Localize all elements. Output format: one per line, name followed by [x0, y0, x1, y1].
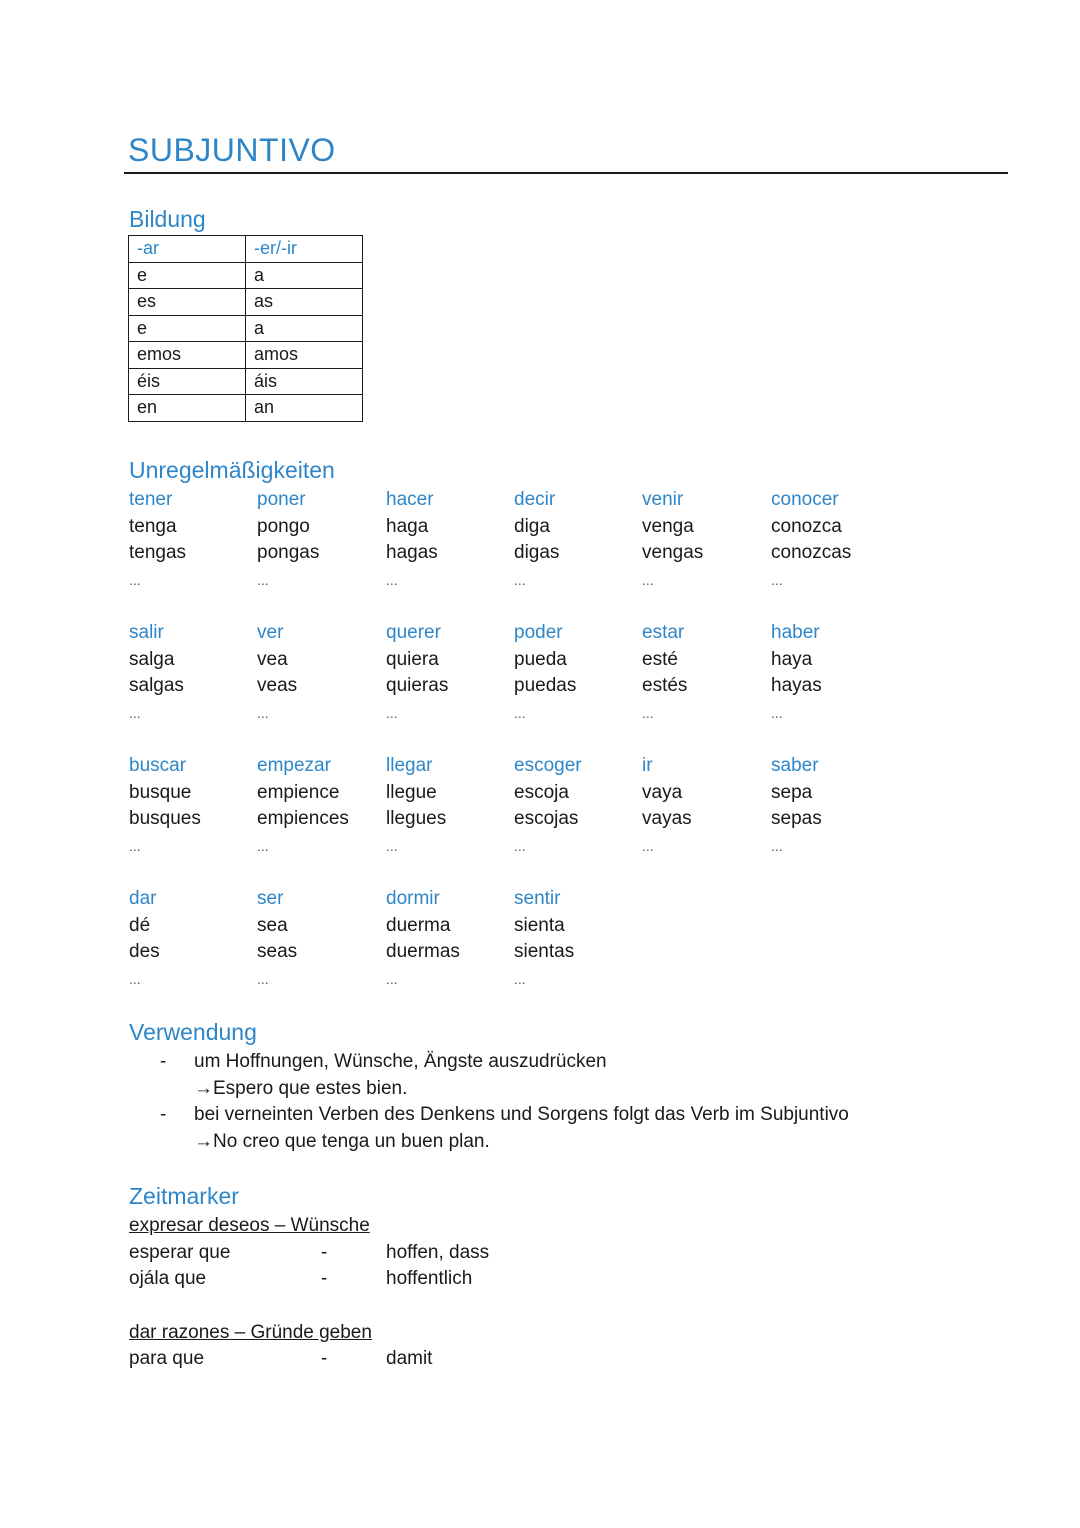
- verb-form-1: llegue: [386, 781, 437, 803]
- list-item-text: um Hoffnungen, Wünsche, Ängste auszudrücken: [194, 1051, 607, 1072]
- verb-group-conocer: [771, 487, 896, 593]
- verb-group-venir: [642, 487, 767, 593]
- verb-group-ir: [642, 753, 767, 859]
- bildung-table: [128, 235, 363, 422]
- verb-form-2: digas: [514, 542, 560, 563]
- verb-form-2: seas: [257, 941, 298, 962]
- ellipsis: ...: [257, 837, 269, 854]
- verb-form-2: busques: [129, 808, 201, 829]
- table-cell: a: [246, 262, 363, 289]
- ellipsis: ...: [257, 704, 269, 721]
- table-cell: e: [129, 315, 246, 342]
- table-row: [129, 342, 363, 369]
- verb-form-1: dé: [129, 914, 151, 936]
- verb-infinitive: saber: [771, 755, 819, 776]
- ellipsis: ...: [771, 571, 783, 588]
- verb-infinitive: buscar: [129, 755, 187, 776]
- verb-group-sentir: [514, 886, 639, 992]
- verb-infinitive: dar: [129, 888, 157, 909]
- table-cell: emos: [129, 342, 246, 369]
- verb-form-1: venga: [642, 515, 694, 537]
- verb-infinitive: ver: [257, 622, 284, 643]
- verb-infinitive: salir: [129, 622, 164, 643]
- verwendung-list: [160, 1049, 849, 1155]
- verb-form-1: pongo: [257, 515, 310, 537]
- verb-group-dar: [129, 886, 254, 992]
- verb-infinitive: dormir: [386, 888, 440, 909]
- table-row: [129, 368, 363, 395]
- verb-group-hacer: [386, 487, 511, 593]
- section-heading-unregelmaessigkeiten: Unregelmäßigkeiten: [129, 457, 335, 483]
- ellipsis: ...: [129, 837, 141, 854]
- list-item-text: bei verneinten Verben des Denkens und Sorgens folgt das Verb im Subjuntivo: [194, 1104, 849, 1125]
- table-header-row: [129, 236, 363, 263]
- verb-infinitive: conocer: [771, 489, 839, 510]
- verb-form-2: empiences: [257, 808, 349, 829]
- list-item-example: →Espero que estes bien.: [194, 1077, 408, 1099]
- verb-form-1: duerma: [386, 914, 451, 936]
- table-cell: as: [246, 289, 363, 316]
- verb-form-2: hagas: [386, 542, 438, 563]
- verb-form-2: escojas: [514, 808, 579, 829]
- verb-form-2: conozcas: [771, 542, 852, 563]
- verb-form-1: vaya: [642, 781, 683, 803]
- verb-group-haber: [771, 620, 896, 726]
- ellipsis: ...: [642, 704, 654, 721]
- verb-form-1: diga: [514, 515, 550, 537]
- german-translation: damit: [386, 1348, 433, 1369]
- table-cell: es: [129, 289, 246, 316]
- list-item-example: →No creo que tenga un buen plan.: [194, 1130, 490, 1152]
- ellipsis: ...: [257, 970, 269, 987]
- ellipsis: ...: [386, 704, 398, 721]
- table-row: [129, 289, 363, 316]
- verb-group-salir: [129, 620, 254, 726]
- verb-form-2: sepas: [771, 808, 822, 829]
- ellipsis: ...: [514, 704, 526, 721]
- ellipsis: ...: [386, 970, 398, 987]
- verb-form-2: des: [129, 941, 160, 962]
- verb-form-1: escoja: [514, 781, 569, 803]
- verb-infinitive: tener: [129, 489, 173, 510]
- title-underline: [124, 172, 1008, 174]
- ellipsis: ...: [771, 704, 783, 721]
- verb-group-ser: [257, 886, 382, 992]
- verb-form-2: puedas: [514, 675, 577, 696]
- verb-form-1: busque: [129, 781, 192, 803]
- verb-form-1: quiera: [386, 648, 439, 670]
- german-translation: hoffentlich: [386, 1268, 473, 1289]
- verb-form-2: vayas: [642, 808, 692, 829]
- verb-form-2: duermas: [386, 941, 460, 962]
- section-heading-zeitmarker: Zeitmarker: [129, 1183, 239, 1209]
- verb-form-2: tengas: [129, 542, 187, 563]
- table-cell: en: [129, 395, 246, 422]
- table-row: [129, 315, 363, 342]
- table-cell: áis: [246, 368, 363, 395]
- ellipsis: ...: [514, 970, 526, 987]
- verb-form-1: vea: [257, 648, 288, 670]
- verb-form-2: quieras: [386, 675, 449, 696]
- ellipsis: ...: [129, 571, 141, 588]
- section-heading-verwendung: Verwendung: [129, 1019, 257, 1045]
- page-title: SUBJUNTIVO: [128, 132, 336, 168]
- verb-form-1: esté: [642, 648, 678, 670]
- verb-infinitive: hacer: [386, 489, 434, 510]
- verb-form-1: salga: [129, 648, 175, 670]
- ellipsis: ...: [129, 970, 141, 987]
- verb-form-2: salgas: [129, 675, 184, 696]
- verb-infinitive: querer: [386, 622, 441, 643]
- verb-infinitive: estar: [642, 622, 685, 643]
- table-cell: e: [129, 262, 246, 289]
- subheading-gruende: dar razones – Gründe geben: [129, 1322, 372, 1343]
- verb-infinitive: ir: [642, 755, 653, 776]
- verb-infinitive: escoger: [514, 755, 582, 776]
- verb-form-2: hayas: [771, 675, 822, 696]
- verb-group-poder: [514, 620, 639, 726]
- verb-group-escoger: [514, 753, 639, 859]
- verb-group-llegar: [386, 753, 511, 859]
- verb-form-2: estés: [642, 675, 688, 696]
- verb-infinitive: decir: [514, 489, 556, 510]
- verb-form-1: haya: [771, 648, 813, 670]
- ellipsis: ...: [386, 571, 398, 588]
- verb-group-decir: [514, 487, 639, 593]
- table-cell: éis: [129, 368, 246, 395]
- verb-infinitive: poner: [257, 489, 306, 510]
- verb-group-buscar: [129, 753, 254, 859]
- ellipsis: ...: [514, 837, 526, 854]
- verb-group-empezar: [257, 753, 382, 859]
- verb-group-ver: [257, 620, 382, 726]
- verb-form-2: sientas: [514, 941, 575, 962]
- ellipsis: ...: [257, 571, 269, 588]
- ellipsis: ...: [771, 837, 783, 854]
- table-cell: a: [246, 315, 363, 342]
- german-translation: hoffen, dass: [386, 1242, 490, 1263]
- list-item: [160, 1102, 849, 1155]
- separator-dash: -: [321, 1268, 328, 1289]
- verb-form-1: haga: [386, 515, 429, 537]
- verb-form-1: pueda: [514, 648, 567, 670]
- list-item: [160, 1049, 849, 1102]
- ellipsis: ...: [129, 704, 141, 721]
- verb-form-1: sea: [257, 914, 288, 936]
- section-heading-bildung: Bildung: [129, 206, 206, 232]
- verb-group-querer: [386, 620, 511, 726]
- column-header-ar: -ar: [129, 236, 246, 263]
- verb-group-tener: [129, 487, 254, 593]
- verb-form-1: conozca: [771, 515, 842, 537]
- ellipsis: ...: [514, 571, 526, 588]
- verb-infinitive: poder: [514, 622, 563, 643]
- bullet-dash: -: [160, 1104, 167, 1125]
- verb-form-1: sepa: [771, 781, 813, 803]
- table-cell: amos: [246, 342, 363, 369]
- verb-infinitive: haber: [771, 622, 820, 643]
- verb-form-1: empience: [257, 781, 340, 803]
- verb-infinitive: llegar: [386, 755, 433, 776]
- table-row: [129, 395, 363, 422]
- verb-group-estar: [642, 620, 767, 726]
- subheading-wuensche: expresar deseos – Wünsche: [129, 1215, 370, 1236]
- verb-infinitive: sentir: [514, 888, 561, 909]
- verb-form-1: sienta: [514, 914, 565, 936]
- verb-form-2: veas: [257, 675, 298, 696]
- separator-dash: -: [321, 1242, 328, 1263]
- separator-dash: -: [321, 1348, 328, 1369]
- verb-form-2: pongas: [257, 542, 320, 563]
- spanish-phrase: para que: [129, 1348, 205, 1369]
- table-row: [129, 262, 363, 289]
- spanish-phrase: ojála que: [129, 1268, 207, 1289]
- verb-infinitive: ser: [257, 888, 284, 909]
- verb-infinitive: empezar: [257, 755, 331, 776]
- spanish-phrase: esperar que: [129, 1242, 231, 1263]
- verb-group-saber: [771, 753, 896, 859]
- verb-form-1: tenga: [129, 515, 177, 537]
- verb-group-dormir: [386, 886, 511, 992]
- verb-group-poner: [257, 487, 382, 593]
- ellipsis: ...: [386, 837, 398, 854]
- verb-infinitive: venir: [642, 489, 684, 510]
- verb-form-2: llegues: [386, 808, 447, 829]
- bullet-dash: -: [160, 1051, 167, 1072]
- column-header-er-ir: -er/-ir: [246, 236, 363, 263]
- ellipsis: ...: [642, 837, 654, 854]
- verb-form-2: vengas: [642, 542, 704, 563]
- table-cell: an: [246, 395, 363, 422]
- ellipsis: ...: [642, 571, 654, 588]
